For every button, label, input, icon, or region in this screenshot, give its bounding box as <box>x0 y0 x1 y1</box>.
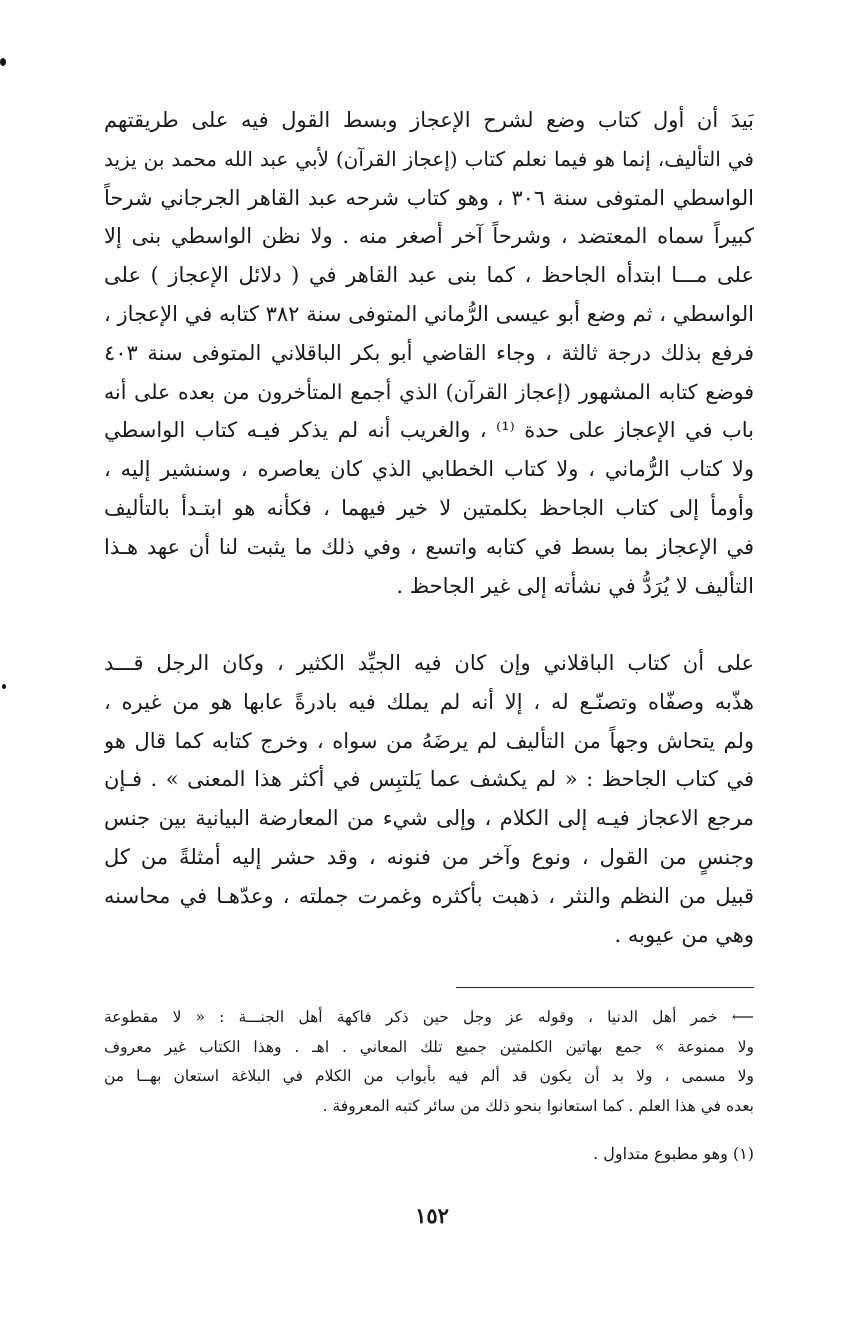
text-line: قبيل من النظم والنثر ، ذهبت بأكثره وغمرت جملته ، وعدّهـا في محاسنه <box>104 883 754 908</box>
text-line: مرجع الاعجاز فيـه إلى الكلام ، وإلى شيء من المعارضة البيانية بين جنس <box>104 806 754 831</box>
text-line: الواسطي ، ثم وضع أبو عيسى الرُّماني المتوفى سنة ٣٨٢ كتابه في الإعجاز ، <box>104 301 754 326</box>
footnote-line: بعده في هذا العلم . كما استعانوا بنحو ذلك من سائر كتبه المعروفة . <box>322 1096 754 1115</box>
footnote-line: ولا ممنوعة » جمع بهاتين الكلمتين جميع تلك المعاني . اهـ . وهذا الكتاب غير معروف <box>104 1037 754 1056</box>
text-line: وهي من عيوبه . <box>614 922 754 947</box>
text-line: في الإعجاز بما بسط في كتابه واتسع ، وفي ذلك ما يثبت لنا أن عهد هـذا <box>104 534 754 559</box>
footnote-1: (١) وهو مطبوع متداول . <box>593 1144 754 1163</box>
text-line: الواسطي المتوفى سنة ٣٠٦ ، وهو كتاب شرحه عبد القاهر الجرجاني شرحاً <box>104 185 754 210</box>
text-line: كبيراً سماه المعتضد ، وشرحاً آخر أصغر منه . ولا نظن الواسطي بنى إلا <box>104 224 754 249</box>
scan-edge-mark <box>0 58 6 66</box>
scan-edge-mark <box>2 684 6 689</box>
text-line: وأومأ إلى كتاب الجاحظ بكلمتين لا خير فيهما ، فكأنه هو ابتـدأ بالتأليف <box>104 495 754 520</box>
footnote-line: ⟵ خمر أهل الدنيا ، وقوله عز وجل حين ذكر فاكهة أهل الجنـــة : « لا مقطوعة <box>104 1008 754 1026</box>
text-line: على مـــا ابتدأه الجاحظ ، كما بنى عبد القاهر في ( دلائل الإعجاز ) على <box>104 263 754 288</box>
text-line: على أن كتاب الباقلاني وإن كان فيه الجيِّد الكثير ، وكان الرجل قـــد <box>104 651 754 675</box>
text-line: في التأليف، إنما هو فيما نعلم كتاب (إعجاز القرآن) لأبي عبد الله محمد بن يزيد <box>104 146 754 171</box>
paragraph-1 <box>104 101 754 605</box>
footnotes <box>104 1003 754 1169</box>
text-line: هذّبه وصفّاه وتصنّـع له ، إلا أنه لم يملك فيه بادرةً عابها هو من غيره ، <box>104 689 754 714</box>
text-line: التأليف لا يُرَدُّ في نشأته إلى غير الجاحظ . <box>396 573 754 598</box>
footnote-divider <box>456 987 754 988</box>
text-line: باب في الإعجاز على حدة ⁽¹⁾ ، والغريب أنه لم يذكر فيـه كتاب الواسطي <box>104 418 754 443</box>
text-line: فوضع كتابه المشهور (إعجاز القرآن) الذي أجمع المتأخرون من بعده على أنه <box>104 379 754 404</box>
text-line: في كتاب الجاحظ : « لم يكشف عما يَلتبِس في أكثر هذا المعنى » . فـإن <box>104 767 754 792</box>
text-line: ولم يتحاش وجهاً من التأليف لم يرضَهُ من سواه ، وخرج كتابه كما قال هو <box>104 728 754 753</box>
page-number: ١٥٢ <box>415 1203 449 1228</box>
text-line: ولا كتاب الرُّماني ، ولا كتاب الخطابي الذي كان يعاصره ، وسنشير إليه ، <box>104 457 754 482</box>
text-line: بَيدَ أن أول كتاب وضع لشرح الإعجاز وبسط القول فيه على طريقتهم <box>104 108 754 132</box>
paragraph-2 <box>104 644 754 954</box>
text-line: وجنسٍ من القول ، ونوع وآخر من فنونه ، وقد حشر إليه أمثلةً من كل <box>104 844 754 869</box>
footnote-line: ولا مسمى ، ولا بد أن يكون قد ألم فيه بأبواب من الكلام في البلاغة استعان بهــا من <box>104 1067 754 1085</box>
text-line: فرفع بذلك درجة ثالثة ، وجاء القاضي أبو بكر الباقلاني المتوفى سنة ٤٠٣ <box>104 340 754 365</box>
